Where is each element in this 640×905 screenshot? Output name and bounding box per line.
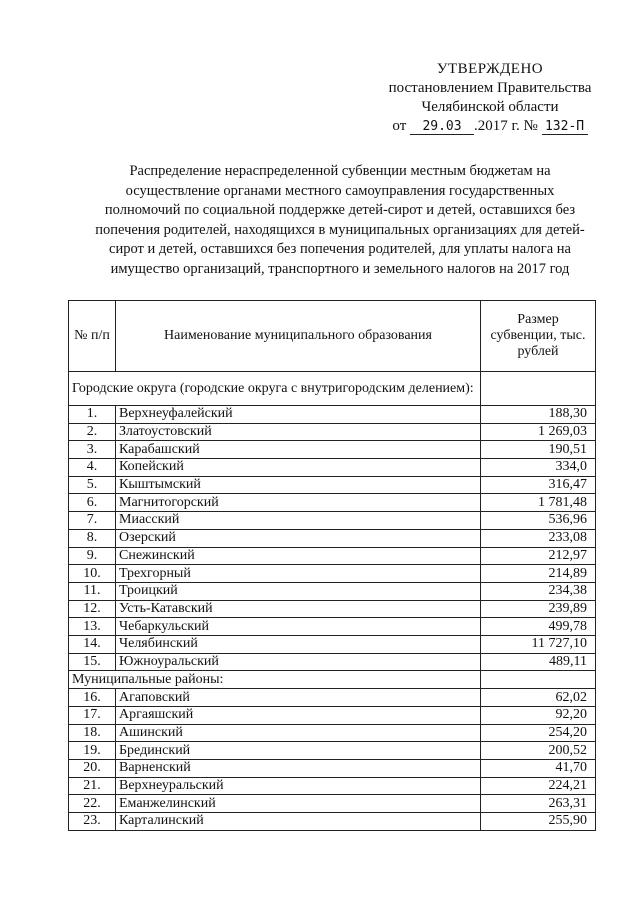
- row-number: 23.: [69, 813, 116, 831]
- row-number: 10.: [69, 565, 116, 583]
- row-number: 18.: [69, 724, 116, 742]
- approval-date-line: [380, 117, 600, 136]
- header-value: Размер субвенции, тыс. рублей: [481, 301, 596, 372]
- subsidy-table: [68, 300, 596, 831]
- row-number: 16.: [69, 689, 116, 707]
- municipality-name: Трехгорный: [116, 565, 481, 583]
- municipality-name: Миасский: [116, 512, 481, 530]
- table-row: [69, 724, 596, 742]
- subsidy-value: 1 781,48: [481, 494, 596, 512]
- table-row: [69, 547, 596, 565]
- subsidy-value: 489,11: [481, 653, 596, 671]
- table-row: [69, 760, 596, 778]
- section-empty-cell: [481, 372, 596, 406]
- municipality-name: Еманжелинский: [116, 795, 481, 813]
- subsidy-value: 254,20: [481, 724, 596, 742]
- row-number: 20.: [69, 760, 116, 778]
- section-empty-cell: [481, 671, 596, 689]
- date-prefix: от: [392, 118, 407, 134]
- subsidy-value: 212,97: [481, 547, 596, 565]
- subsidy-value: 334,0: [481, 459, 596, 477]
- row-number: 11.: [69, 582, 116, 600]
- table-row: [69, 600, 596, 618]
- row-number: 19.: [69, 742, 116, 760]
- subsidy-value: 11 727,10: [481, 635, 596, 653]
- subsidy-value: 62,02: [481, 689, 596, 707]
- date-value: 29.03: [410, 120, 474, 135]
- table-row: [69, 635, 596, 653]
- row-number: 21.: [69, 777, 116, 795]
- subsidy-value: 536,96: [481, 512, 596, 530]
- municipality-name: Снежинский: [116, 547, 481, 565]
- municipality-name: Челябинский: [116, 635, 481, 653]
- table-row: [69, 512, 596, 530]
- section-row-districts: [69, 671, 596, 689]
- municipality-name: Усть-Катавский: [116, 600, 481, 618]
- approved-heading: УТВЕРЖДЕНО: [436, 61, 544, 77]
- subsidy-value: 200,52: [481, 742, 596, 760]
- table-header-row: [69, 301, 596, 372]
- section-title-urban: Городские округа (городские округа с внутригородским делением):: [69, 372, 481, 406]
- subsidy-value: 1 269,03: [481, 423, 596, 441]
- table-row: [69, 494, 596, 512]
- table-row: [69, 653, 596, 671]
- subsidy-value: 255,90: [481, 813, 596, 831]
- municipality-name: Чебаркульский: [116, 618, 481, 636]
- row-number: 15.: [69, 653, 116, 671]
- subsidy-value: 316,47: [481, 476, 596, 494]
- row-number: 9.: [69, 547, 116, 565]
- municipality-name: Верхнеуральский: [116, 777, 481, 795]
- section-row-urban: [69, 372, 596, 406]
- table-row: [69, 707, 596, 725]
- table-row: [69, 582, 596, 600]
- table-row: [69, 565, 596, 583]
- municipality-name: Южноуральский: [116, 653, 481, 671]
- municipality-name: Варненский: [116, 760, 481, 778]
- subsidy-value: 233,08: [481, 529, 596, 547]
- header-num: № п/п: [69, 301, 116, 372]
- municipality-name: Верхнеуфалейский: [116, 406, 481, 424]
- subsidy-value: 188,30: [481, 406, 596, 424]
- row-number: 13.: [69, 618, 116, 636]
- municipality-name: Аргаяшский: [116, 707, 481, 725]
- table-row: [69, 459, 596, 477]
- subsidy-value: 92,20: [481, 707, 596, 725]
- document-title: Распределение нераспределенной субвенции местным бюджетам на осуществление органами местного самоуправления государственных полномочий по социальной поддержке детей-сирот и детей, оставшихся без попечения родителей, находящихся в муниципальных организациях для детей-сирот и детей, оставшихся без попечения родителей, для уплаты налога на имущество организаций, транспортного и земельного налогов на 2017 год: [95, 163, 585, 277]
- subsidy-value: 41,70: [481, 760, 596, 778]
- table-body: [69, 372, 596, 831]
- table-row: [69, 618, 596, 636]
- approval-line-1: постановлением Правительства: [388, 80, 592, 96]
- table-row: [69, 689, 596, 707]
- subsidy-value: 224,21: [481, 777, 596, 795]
- row-number: 14.: [69, 635, 116, 653]
- row-number: 2.: [69, 423, 116, 441]
- table-row: [69, 476, 596, 494]
- subsidy-value: 234,38: [481, 582, 596, 600]
- municipality-name: Озерский: [116, 529, 481, 547]
- municipality-name: Кыштымский: [116, 476, 481, 494]
- resolution-number: 132-П: [542, 120, 588, 135]
- municipality-name: Карталинский: [116, 813, 481, 831]
- date-suffix: .2017 г. №: [474, 118, 538, 134]
- subsidy-value: 239,89: [481, 600, 596, 618]
- table-row: [69, 423, 596, 441]
- municipality-name: Агаповский: [116, 689, 481, 707]
- row-number: 3.: [69, 441, 116, 459]
- municipality-name: Ашинский: [116, 724, 481, 742]
- table-row: [69, 529, 596, 547]
- approval-block: [380, 60, 600, 136]
- row-number: 8.: [69, 529, 116, 547]
- municipality-name: Карабашский: [116, 441, 481, 459]
- row-number: 12.: [69, 600, 116, 618]
- subsidy-value: 214,89: [481, 565, 596, 583]
- row-number: 4.: [69, 459, 116, 477]
- table-row: [69, 777, 596, 795]
- subsidy-value: 499,78: [481, 618, 596, 636]
- header-name: Наименование муниципального образования: [116, 301, 481, 372]
- row-number: 1.: [69, 406, 116, 424]
- table-row: [69, 795, 596, 813]
- subsidy-value: 263,31: [481, 795, 596, 813]
- row-number: 7.: [69, 512, 116, 530]
- row-number: 22.: [69, 795, 116, 813]
- municipality-name: Копейский: [116, 459, 481, 477]
- row-number: 5.: [69, 476, 116, 494]
- subsidy-value: 190,51: [481, 441, 596, 459]
- municipality-name: Златоустовский: [116, 423, 481, 441]
- table-row: [69, 742, 596, 760]
- table-row: [69, 406, 596, 424]
- section-title-districts: Муниципальные районы:: [69, 671, 481, 689]
- municipality-name: Брединский: [116, 742, 481, 760]
- table-row: [69, 441, 596, 459]
- municipality-name: Магнитогорский: [116, 494, 481, 512]
- row-number: 17.: [69, 707, 116, 725]
- approval-line-2: Челябинской области: [421, 99, 559, 115]
- municipality-name: Троицкий: [116, 582, 481, 600]
- table-row: [69, 813, 596, 831]
- row-number: 6.: [69, 494, 116, 512]
